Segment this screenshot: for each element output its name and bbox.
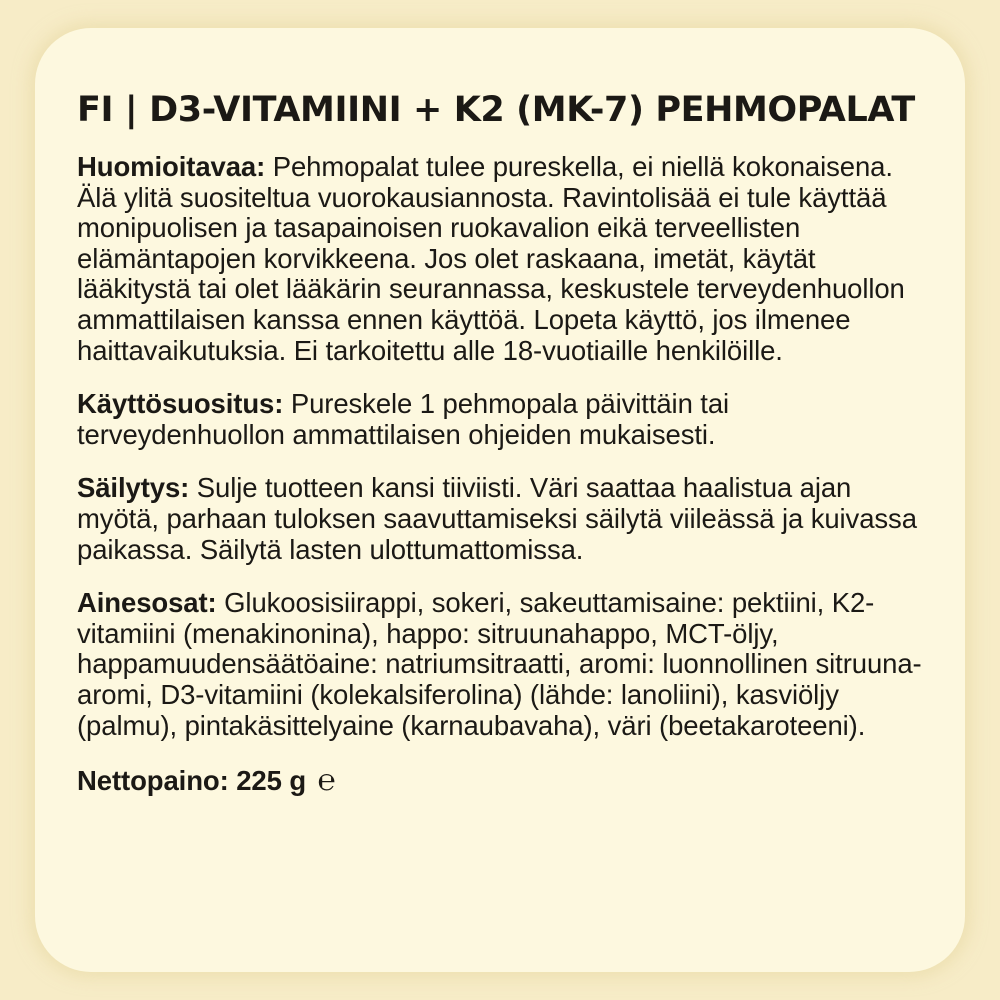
storage-label: Säilytys:: [77, 472, 190, 504]
net-weight-section: [77, 763, 925, 799]
notice-section: [77, 152, 925, 366]
net-weight-label: Nettopaino:: [77, 765, 229, 797]
storage-section: [77, 473, 925, 565]
usage-text: Pureskele 1 pehmopala päivittäin tai terveydenhuollon ammattilaisen ohjeiden mukaisesti.: [77, 388, 730, 450]
usage-section: [77, 389, 925, 450]
notice-text: Pehmopalat tulee pureskella, ei niellä kokonaisena. Älä ylitä suositeltua vuorokausiannosta. Ravintolisää ei tule käyttää monipuolisen ja tasapainoisen ruokavalion eikä terveellisten elämäntapojen korvikkeena. Jos olet raskaana, imetät, käytät lääkitystä tai olet lääkärin seurannassa, keskustele terveydenhuollon ammattilaisen kanssa ennen käyttöä. Lopeta käyttö, jos ilmenee haittavaikutuksia. Ei tarkoitettu alle 18-vuotiaille henkilöille.: [77, 151, 905, 366]
net-weight-value: 225 g: [236, 765, 307, 797]
ingredients-text: Glukoosisiirappi, sokeri, sakeuttamisaine: pektiini, K2-vitamiini (menakinonina), happo: sitruunahappo, MCT-öljy, happamuudensäätöaine: natriumsitraatti, aromi: luonnollinen sitruuna-aromi, D3-vitamiini (kolekalsiferolina) (lähde: lanoliini), kasviöljy (palmu), pintakäsittelyaine (karnaubavaha), väri (beetakaroteeni).: [77, 587, 922, 741]
info-card: [35, 28, 965, 972]
ingredients-label: Ainesosat:: [77, 587, 217, 619]
usage-label: Käyttösuositus:: [77, 388, 284, 420]
estimated-sign-icon: ℮: [317, 763, 336, 799]
page-title: FI | D3-VITAMIINI + K2 (MK-7) PEHMOPALAT: [77, 90, 915, 130]
ingredients-section: [77, 588, 925, 741]
notice-label: Huomioitavaa:: [77, 151, 266, 182]
storage-text: Sulje tuotteen kansi tiiviisti. Väri saattaa haalistua ajan myötä, parhaan tuloksen saavuttamiseksi säilytä viileässä ja kuivassa paikassa. Säilytä lasten ulottumattomissa.: [77, 472, 917, 565]
